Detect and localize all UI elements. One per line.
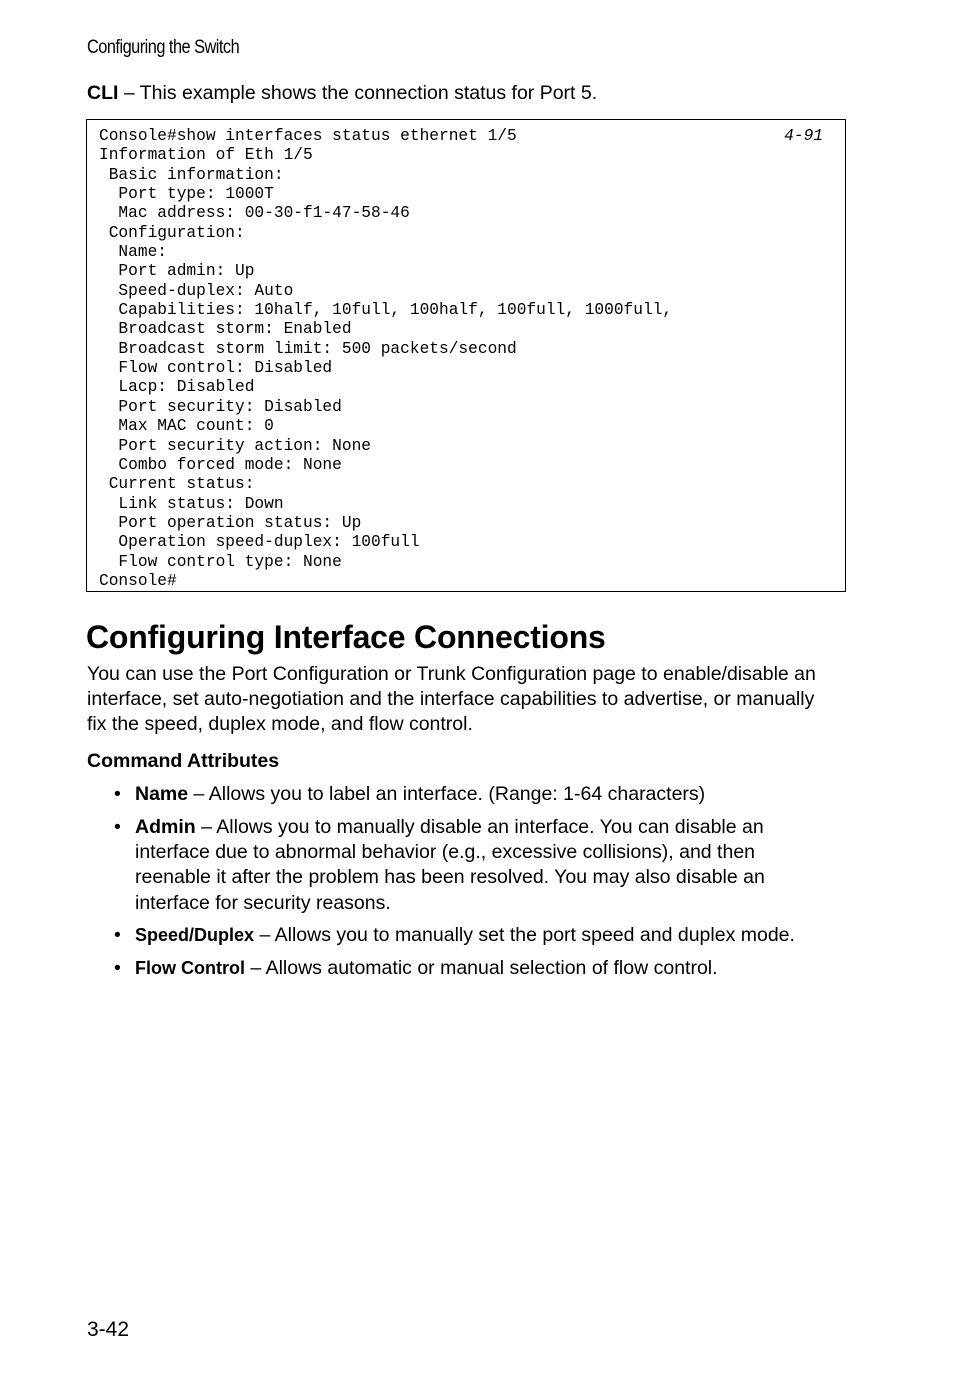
attribute-list [87, 782, 867, 989]
definition-line: reenable it after the problem has been resolved. You may also disable an [135, 866, 765, 889]
bullet-icon: • [114, 783, 121, 805]
cli-output: Console#show interfaces status ethernet 1/5 Information of Eth 1/5 Basic information: Port type: 1000T Mac address: 00-30-f1-47-58-46 Configuration: Name: Port admin: Up Speed-duplex: Auto Capabilities: 10half, 10full, 100half, 100full, 1000full, Broadcast storm: Enabled Broadcast storm limit: 500 packets/second Flow control: Disabled Lacp: Disabled Port security: Disabled Max MAC count: 0 Port security action: None Combo forced mode: None Current status: Link status: Down Port operation status: Up Operation speed-duplex: 100full Flow control type: None Console# [99, 127, 673, 590]
running-header: Configuring the Switch [87, 37, 240, 58]
term: Name [135, 783, 189, 805]
cli-intro [87, 82, 597, 105]
list-item [87, 815, 867, 916]
list-item [87, 782, 867, 807]
definition: – Allows you to manually disable an interface. You can disable an [195, 815, 764, 838]
definition: – Allows you to manually set the port speed and duplex mode. [254, 924, 795, 947]
cli-label: CLI [87, 82, 119, 104]
definition-line: interface for security reasons. [135, 891, 391, 914]
page-number: 3-42 [87, 1318, 130, 1341]
term: Flow Control [135, 958, 245, 979]
list-item-line [135, 956, 867, 981]
cross-reference: 4-91 [784, 127, 823, 145]
list-item-line [135, 815, 867, 840]
intro-paragraph [87, 662, 857, 737]
definition-line: interface due to abnormal behavior (e.g., excessive collisions), and then [135, 841, 756, 864]
subheading: Command Attributes [87, 750, 280, 772]
list-item-line [135, 923, 867, 948]
cli-intro-text: – This example shows the connection status for Port 5. [118, 82, 598, 104]
term: Speed/Duplex [135, 925, 255, 946]
bullet-icon: • [114, 924, 121, 947]
paragraph-line: fix the speed, duplex mode, and flow control. [87, 713, 473, 735]
list-item [87, 956, 867, 981]
list-item [87, 923, 867, 948]
paragraph-line: You can use the Port Configuration or Trunk Configuration page to enable/disable an [87, 663, 816, 685]
list-item-line [135, 782, 867, 807]
paragraph-line: interface, set auto-negotiation and the interface capabilities to advertise, or manually [87, 688, 815, 710]
code-block [86, 119, 846, 592]
bullet-icon: • [114, 815, 121, 838]
definition: – Allows you to label an interface. (Range: 1-64 characters) [188, 783, 706, 805]
section-heading: Configuring Interface Connections [86, 619, 606, 655]
term: Admin [135, 815, 196, 838]
definition: – Allows automatic or manual selection of flow control. [244, 957, 718, 980]
bullet-icon: • [114, 957, 121, 980]
